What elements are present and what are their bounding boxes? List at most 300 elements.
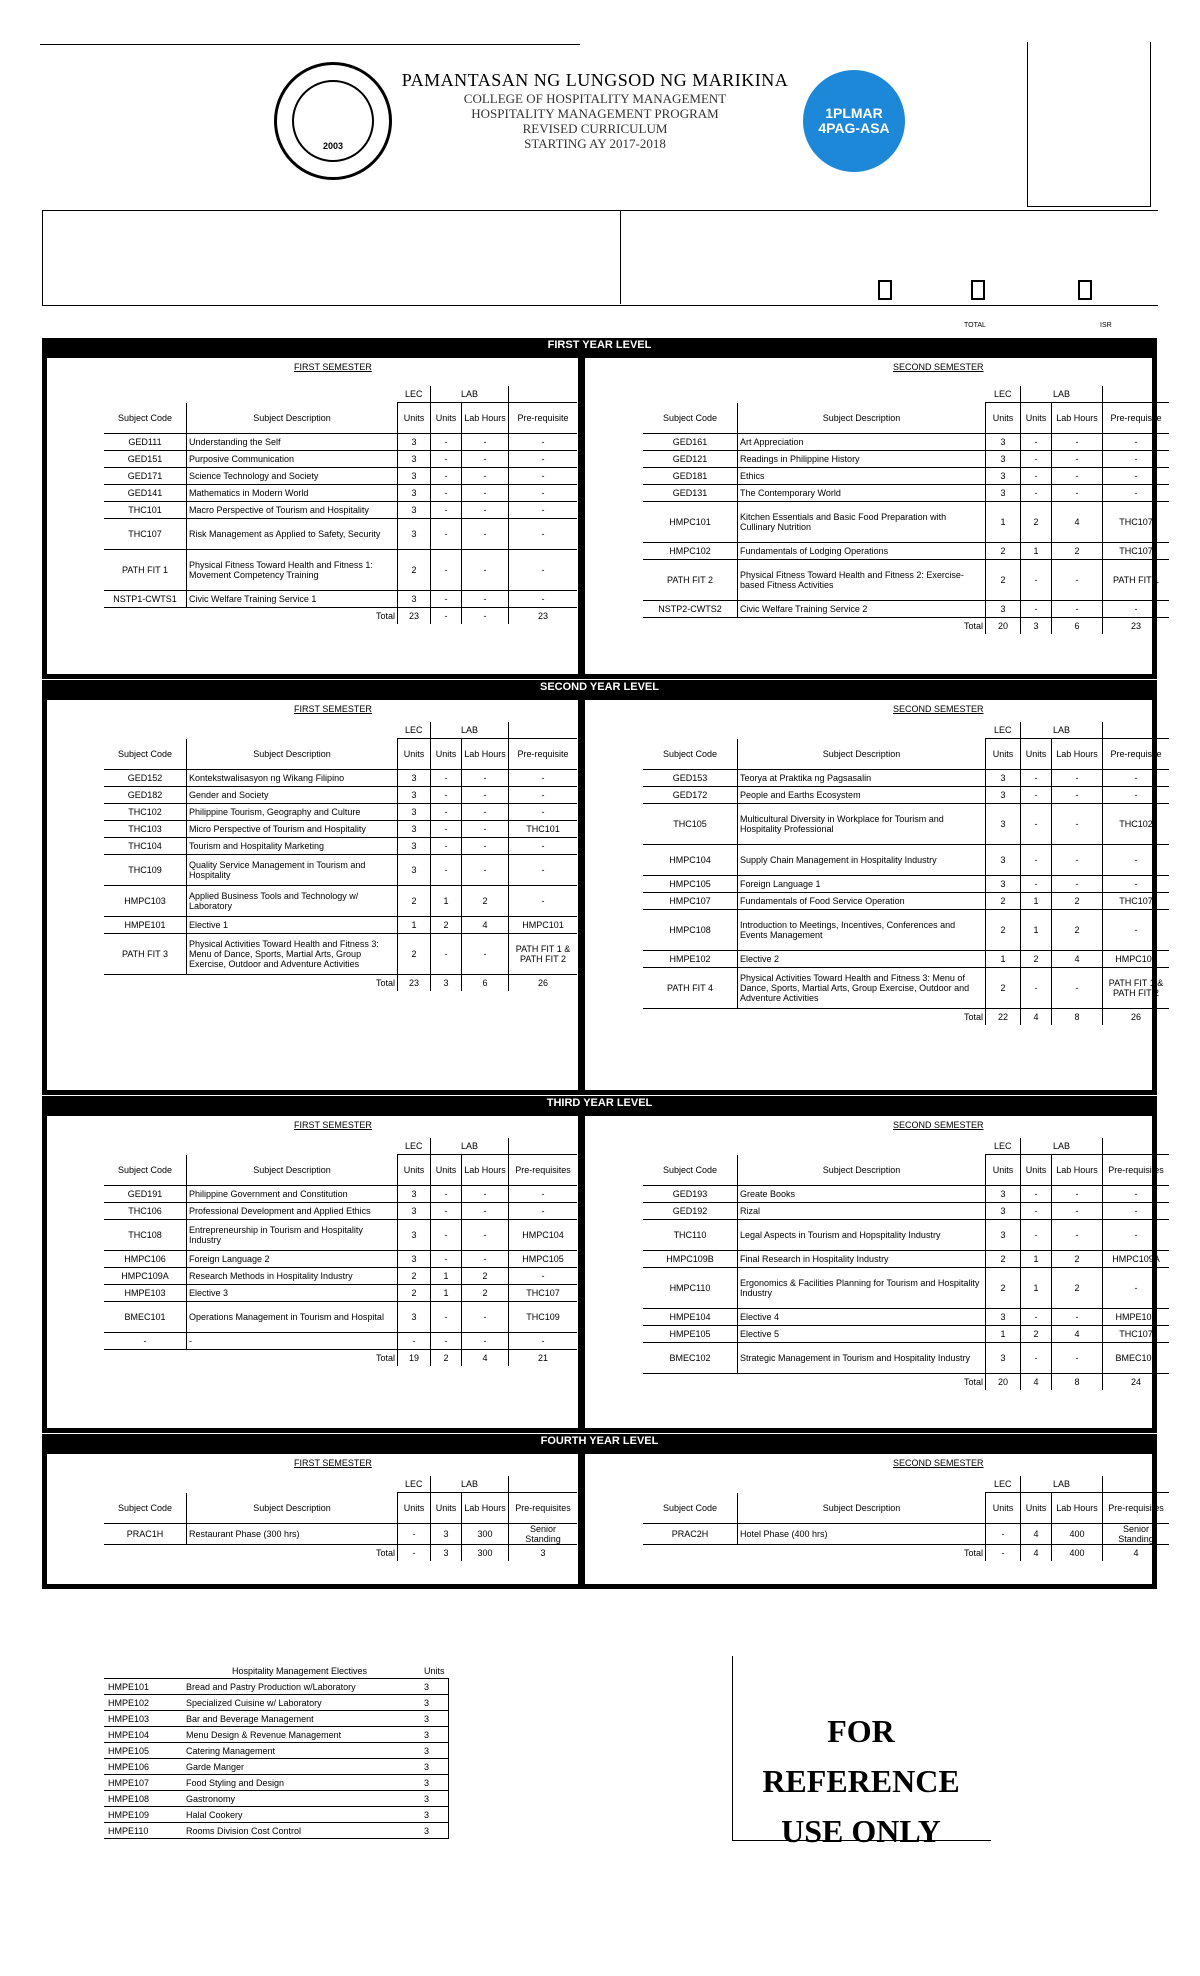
semester-label: FIRST SEMESTER [294, 362, 372, 372]
blank [509, 1138, 578, 1155]
description-header: Subject Description [187, 739, 398, 770]
lab-hours: - [462, 485, 509, 502]
lab-hours: 2 [1052, 893, 1103, 910]
lab-units: - [431, 1203, 462, 1220]
elective-units: 3 [420, 1743, 449, 1759]
subject-code: THC104 [104, 838, 187, 855]
electives-table [104, 1663, 449, 1839]
lab-hours: 2 [462, 1285, 509, 1302]
lec-units: 3 [398, 838, 431, 855]
blank [104, 1545, 187, 1562]
lab-hours: - [1052, 845, 1103, 876]
subject-description: Elective 1 [187, 917, 398, 934]
table-row [643, 434, 1169, 451]
prerequisite: HMPC105 [509, 1251, 578, 1268]
total-row [104, 975, 577, 992]
lab-header: LAB [1021, 1476, 1103, 1493]
student-info-box [42, 210, 1158, 306]
level-title-bar: THIRD YEAR LEVEL [42, 1096, 1157, 1111]
subject-description: Fundamentals of Lodging Operations [738, 543, 986, 560]
prerequisite: - [1103, 787, 1170, 804]
prerequisite: THC107 [509, 1285, 578, 1302]
lab-header: LAB [431, 1476, 509, 1493]
elective-name: Catering Management [182, 1743, 420, 1759]
prerequisite: THC102 [1103, 804, 1170, 845]
subject-code: PATH FIT 1 [104, 550, 187, 591]
table-row [643, 951, 1169, 968]
code-header: Subject Code [643, 1493, 738, 1524]
table-row [643, 485, 1169, 502]
lab-hours: - [462, 1251, 509, 1268]
lab-hours: 2 [1052, 1268, 1103, 1309]
lab-hours: - [1052, 1309, 1103, 1326]
table-row [104, 1220, 577, 1251]
lec-units: 3 [986, 485, 1021, 502]
table-row [104, 804, 577, 821]
semester-label: FIRST SEMESTER [294, 1120, 372, 1130]
subject-code: PATH FIT 2 [643, 560, 738, 601]
lab-units: - [1021, 876, 1052, 893]
blank [738, 722, 986, 739]
table-row [104, 886, 577, 917]
lab-hours: - [1052, 1343, 1103, 1374]
checkbox-1[interactable] [878, 280, 892, 300]
subject-code: GED153 [643, 770, 738, 787]
subject-description: Purposive Communication [187, 451, 398, 468]
lec-header: LEC [398, 1476, 431, 1493]
subject-code: THC108 [104, 1220, 187, 1251]
lab-hours: 300 [462, 1524, 509, 1545]
lec-header: LEC [986, 1138, 1021, 1155]
table-row [104, 1302, 577, 1333]
total-value: 23 [1130, 621, 1141, 631]
lec-units: 3 [398, 1302, 431, 1333]
elective-units: 3 [420, 1695, 449, 1711]
semester-divider [578, 1111, 585, 1433]
prerequisite: Senior Standing [1103, 1524, 1170, 1545]
subject-code: BMEC102 [643, 1343, 738, 1374]
semester-divider [578, 353, 585, 679]
table-row [643, 1251, 1169, 1268]
table-row [104, 934, 577, 975]
semester-label: SECOND SEMESTER [893, 1458, 984, 1468]
subject-description: Applied Business Tools and Technology w/ Laboratory [187, 886, 398, 917]
lec-units: 2 [986, 560, 1021, 601]
prerequisite: - [509, 550, 578, 591]
lab-units: - [431, 550, 462, 591]
lab-hours: 2 [1052, 910, 1103, 951]
checkbox-isr[interactable] [1078, 280, 1092, 300]
level-title-bar: SECOND YEAR LEVEL [42, 680, 1157, 695]
lab-units: 1 [1021, 1268, 1052, 1309]
lec-units: 2 [398, 886, 431, 917]
subject-code: HMPC102 [643, 543, 738, 560]
prerequisite: - [509, 468, 578, 485]
lec-units: 2 [986, 910, 1021, 951]
subject-code: HMPC108 [643, 910, 738, 951]
subject-description: Entrepreneurship in Tourism and Hospitality Industry [187, 1220, 398, 1251]
prerequisite: THC107 [1103, 543, 1170, 560]
lab-units-header: Units [1021, 403, 1052, 434]
prerequisite: - [1103, 1268, 1170, 1309]
lec-units: 1 [398, 917, 431, 934]
elective-name: Bread and Pastry Production w/Laboratory [182, 1679, 420, 1695]
lab-units: 2 [1021, 951, 1052, 968]
reference-note [732, 1706, 990, 1856]
curriculum-table [104, 1138, 577, 1366]
subject-code: GED182 [104, 787, 187, 804]
subject-code: GED181 [643, 468, 738, 485]
subject-description: Understanding the Self [187, 434, 398, 451]
lec-units: 3 [398, 855, 431, 886]
prerequisite: - [509, 855, 578, 886]
lab-hours: 400 [1052, 1524, 1103, 1545]
prerequisite: - [509, 838, 578, 855]
subject-code: NSTP1-CWTS1 [104, 591, 187, 608]
total-value: 20 [986, 1374, 1021, 1391]
lec-units: 2 [986, 893, 1021, 910]
blank [643, 1545, 738, 1562]
subject-code: GED111 [104, 434, 187, 451]
lec-units: 2 [398, 1285, 431, 1302]
table-row [643, 804, 1169, 845]
subject-code: THC101 [104, 502, 187, 519]
prerequisite: BMEC101 [1103, 1343, 1170, 1374]
elective-name: Food Styling and Design [182, 1775, 420, 1791]
total-value: 26 [537, 978, 548, 988]
table-row [104, 821, 577, 838]
lec-units-header: Units [986, 403, 1021, 434]
lab-units: - [1021, 1309, 1052, 1326]
subject-code: BMEC101 [104, 1302, 187, 1333]
lab-units: - [431, 821, 462, 838]
subject-code: PATH FIT 3 [104, 934, 187, 975]
table-row [104, 519, 577, 550]
description-header: Subject Description [187, 403, 398, 434]
total-label: Total [187, 1545, 398, 1562]
lab-hours: - [462, 1203, 509, 1220]
code-header: Subject Code [104, 403, 187, 434]
elective-code: HMPE110 [104, 1823, 182, 1839]
table-row [104, 855, 577, 886]
lec-units: 3 [986, 1203, 1021, 1220]
lec-units: 2 [398, 934, 431, 975]
lab-units-header: Units [1021, 739, 1052, 770]
lec-units: 3 [986, 804, 1021, 845]
elective-row [104, 1711, 449, 1727]
table-row [104, 550, 577, 591]
elective-row [104, 1679, 449, 1695]
lab-hours-header: Lab Hours [462, 403, 509, 434]
elective-row [104, 1823, 449, 1839]
subject-description: Risk Management as Applied to Safety, Security [187, 519, 398, 550]
lec-units: - [398, 1333, 431, 1350]
description-header: Subject Description [187, 1155, 398, 1186]
blank [1103, 1476, 1170, 1493]
prerequisite: HMPC109A [1103, 1251, 1170, 1268]
lab-hours: 2 [1052, 1251, 1103, 1268]
lab-hours: - [462, 821, 509, 838]
lec-units-header: Units [986, 1155, 1021, 1186]
subject-description: Kitchen Essentials and Basic Food Preparation with Cullinary Nutrition [738, 502, 986, 543]
prerequisite: - [509, 1186, 578, 1203]
lab-hours-header: Lab Hours [1052, 1155, 1103, 1186]
prereq-header: Pre-requisite [509, 739, 578, 770]
lec-units: 3 [986, 787, 1021, 804]
lab-header: LAB [1021, 386, 1103, 403]
subject-description: Philippine Government and Constitution [187, 1186, 398, 1203]
table-row [104, 591, 577, 608]
prerequisite: Senior Standing [509, 1524, 578, 1545]
table-row [643, 876, 1169, 893]
lab-units: - [431, 502, 462, 519]
blank [643, 722, 738, 739]
lec-units: 3 [398, 485, 431, 502]
lab-units: - [431, 1333, 462, 1350]
blank [643, 386, 738, 403]
subject-code: NSTP2-CWTS2 [643, 601, 738, 618]
subject-description: Physical Activities Toward Health and Fitness 3: Menu of Dance, Sports, Martial Arts, Group Exercise, Outdoor and Adventure Activities [187, 934, 398, 975]
elective-units: 3 [420, 1807, 449, 1823]
prereq-header: Pre-requisites [509, 1155, 578, 1186]
elective-row [104, 1727, 449, 1743]
blank [187, 722, 398, 739]
total-value: 8 [1052, 1009, 1103, 1026]
subject-code: GED121 [643, 451, 738, 468]
seal-center [292, 80, 374, 162]
logo-line-2: 4PAG-ASA [818, 120, 890, 136]
table-row [104, 1333, 577, 1350]
subject-description: The Contemporary World [738, 485, 986, 502]
lab-hours: 2 [462, 1268, 509, 1285]
curriculum-table [104, 1476, 577, 1561]
lab-units: 1 [431, 1285, 462, 1302]
subject-code: GED131 [643, 485, 738, 502]
lec-units: 3 [398, 468, 431, 485]
elective-row [104, 1743, 449, 1759]
lec-units: 3 [398, 1186, 431, 1203]
prereq-header: Pre-requisite [1103, 403, 1170, 434]
lec-units: 3 [986, 434, 1021, 451]
lec-units: 3 [986, 1186, 1021, 1203]
subject-description: Multicultural Diversity in Workplace for Tourism and Hospitality Professional [738, 804, 986, 845]
lec-units: 3 [398, 804, 431, 821]
lab-hours: - [462, 1186, 509, 1203]
lec-header: LEC [986, 1476, 1021, 1493]
lab-units: - [431, 1302, 462, 1333]
semester-label: FIRST SEMESTER [294, 1458, 372, 1468]
lab-hours-header: Lab Hours [1052, 1493, 1103, 1524]
subject-description: Elective 2 [738, 951, 986, 968]
elective-units: 3 [420, 1823, 449, 1839]
lec-units: 3 [986, 1220, 1021, 1251]
subject-code: HMPC103 [104, 886, 187, 917]
lab-hours: - [462, 468, 509, 485]
elective-name: Garde Manger [182, 1759, 420, 1775]
prerequisite: THC107 [1103, 502, 1170, 543]
total-value: 21 [537, 1353, 548, 1363]
lab-units: - [1021, 968, 1052, 1009]
lab-units: 1 [431, 886, 462, 917]
top-rule [40, 44, 580, 45]
lab-units: - [431, 804, 462, 821]
lab-units-header: Units [1021, 1493, 1052, 1524]
table-row [643, 468, 1169, 485]
blank [104, 608, 187, 625]
table-row [643, 1186, 1169, 1203]
lec-units: 3 [986, 1309, 1021, 1326]
lec-units: 3 [398, 1220, 431, 1251]
table-row [104, 451, 577, 468]
blank [187, 1138, 398, 1155]
blank [738, 1476, 986, 1493]
table-row [104, 1285, 577, 1302]
total-value: - [398, 1545, 431, 1562]
table-row [643, 910, 1169, 951]
subject-description: Strategic Management in Tourism and Hospitality Industry [738, 1343, 986, 1374]
lab-units: - [1021, 451, 1052, 468]
lab-hours: - [462, 519, 509, 550]
prerequisite: - [509, 770, 578, 787]
lec-units: 3 [986, 468, 1021, 485]
total-value: 22 [986, 1009, 1021, 1026]
lab-hours: 2 [1052, 543, 1103, 560]
table-row [643, 451, 1169, 468]
prerequisite: THC101 [509, 821, 578, 838]
total-value: 2 [431, 1350, 462, 1367]
elective-row [104, 1791, 449, 1807]
prerequisite: - [509, 591, 578, 608]
lec-units: 3 [986, 845, 1021, 876]
logo-line-1: 1PLMAR [825, 105, 883, 121]
subject-code: PRAC2H [643, 1524, 738, 1545]
subject-description: Quality Service Management in Tourism and Hospitality [187, 855, 398, 886]
table-row [643, 1203, 1169, 1220]
total-label: Total [738, 1374, 986, 1391]
lec-units: 3 [986, 1343, 1021, 1374]
subject-code: PRAC1H [104, 1524, 187, 1545]
subject-description: Greate Books [738, 1186, 986, 1203]
lec-units: 2 [398, 550, 431, 591]
prerequisite: HMPE103 [1103, 1309, 1170, 1326]
lec-units: 3 [986, 770, 1021, 787]
semester-divider [578, 1449, 585, 1589]
subject-description: Rizal [738, 1203, 986, 1220]
subject-description: Macro Perspective of Tourism and Hospitality [187, 502, 398, 519]
lab-hours: - [462, 1220, 509, 1251]
subject-code: GED141 [104, 485, 187, 502]
elective-name: Bar and Beverage Management [182, 1711, 420, 1727]
total-value: 3 [431, 975, 462, 992]
subject-description: Art Appreciation [738, 434, 986, 451]
blank [104, 975, 187, 992]
elective-name: Halal Cookery [182, 1807, 420, 1823]
table-row [104, 770, 577, 787]
total-row [104, 608, 577, 625]
prereq-header: Pre-requisites [509, 1493, 578, 1524]
subject-code: HMPC104 [643, 845, 738, 876]
curriculum-table [643, 1138, 1169, 1390]
lab-hours: 4 [1052, 951, 1103, 968]
lab-units: 2 [431, 917, 462, 934]
elective-units: 3 [420, 1759, 449, 1775]
lab-units-header: Units [431, 1155, 462, 1186]
table-row [104, 434, 577, 451]
prerequisite: PATH FIT 1 & PATH FIT 2 [509, 934, 578, 975]
elective-name: Menu Design & Revenue Management [182, 1727, 420, 1743]
lec-header: LEC [986, 386, 1021, 403]
total-label: Total [187, 975, 398, 992]
total-value: 3 [1021, 618, 1052, 635]
lab-units: - [1021, 468, 1052, 485]
elective-row [104, 1695, 449, 1711]
subject-code: HMPE103 [104, 1285, 187, 1302]
lec-header: LEC [398, 722, 431, 739]
blank [1103, 1138, 1170, 1155]
lab-units: - [431, 591, 462, 608]
lab-header: LAB [1021, 1138, 1103, 1155]
lec-units: 3 [398, 787, 431, 804]
subject-code: THC105 [643, 804, 738, 845]
prereq-header: Pre-requisites [1103, 1155, 1170, 1186]
description-header: Subject Description [738, 403, 986, 434]
lab-units: - [431, 468, 462, 485]
table-row [643, 845, 1169, 876]
elective-code: HMPE104 [104, 1727, 182, 1743]
lec-units: - [986, 1524, 1021, 1545]
lab-units: - [431, 1251, 462, 1268]
elective-units: 3 [420, 1775, 449, 1791]
prerequisite: THC109 [509, 1302, 578, 1333]
lab-units: - [1021, 601, 1052, 618]
lab-units: - [1021, 1186, 1052, 1203]
subject-description: Restaurant Phase (300 hrs) [187, 1524, 398, 1545]
lab-units-header: Units [431, 403, 462, 434]
subject-code: HMPC109A [104, 1268, 187, 1285]
lec-units: - [398, 1524, 431, 1545]
table-row [643, 543, 1169, 560]
prerequisite: PATH FIT 1 & PATH FIT 2 [1103, 968, 1170, 1009]
lec-units: 3 [398, 1203, 431, 1220]
blank [643, 1374, 738, 1391]
subject-description: Fundamentals of Food Service Operation [738, 893, 986, 910]
prerequisite: - [1103, 601, 1170, 618]
lab-hours: - [1052, 601, 1103, 618]
subject-description: Introduction to Meetings, Incentives, Conferences and Events Management [738, 910, 986, 951]
header-block [395, 70, 795, 151]
prerequisite: HMPC101 [1103, 951, 1170, 968]
blank [1103, 722, 1170, 739]
code-header: Subject Code [643, 739, 738, 770]
checkbox-total[interactable] [971, 280, 985, 300]
blank [643, 1138, 738, 1155]
lec-units: 2 [986, 543, 1021, 560]
total-label: Total [738, 1545, 986, 1562]
description-header: Subject Description [738, 1493, 986, 1524]
prerequisite: - [1103, 485, 1170, 502]
lab-units: 2 [1021, 502, 1052, 543]
subject-description: Science Technology and Society [187, 468, 398, 485]
subject-code: HMPC110 [643, 1268, 738, 1309]
total-row [104, 1545, 577, 1562]
lab-units: - [431, 934, 462, 975]
code-header: Subject Code [104, 1155, 187, 1186]
prerequisite: - [509, 502, 578, 519]
lab-header: LAB [431, 722, 509, 739]
table-row [643, 968, 1169, 1009]
total-value: 23 [398, 608, 431, 625]
table-row [104, 838, 577, 855]
